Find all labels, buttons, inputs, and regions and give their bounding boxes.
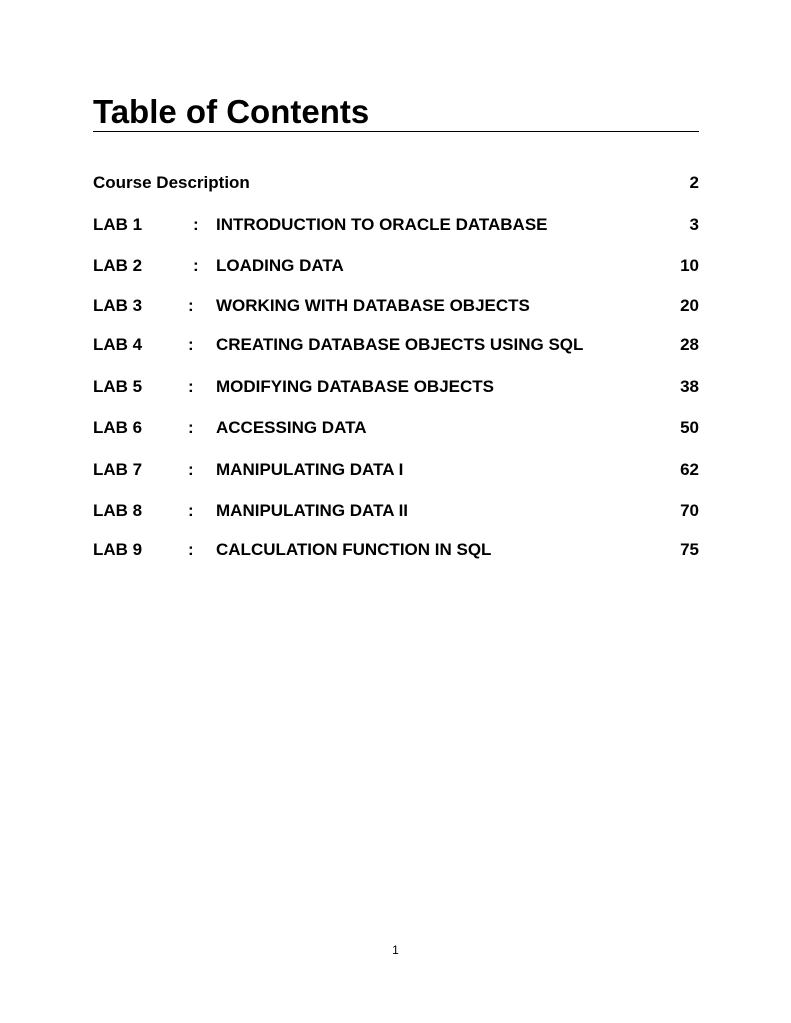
toc-lab-label: LAB 4 — [93, 335, 143, 354]
toc-entry-title: MANIPULATING DATA II — [216, 501, 409, 520]
toc-entry-title: MANIPULATING DATA I — [216, 460, 404, 479]
toc-separator: : — [188, 540, 194, 559]
toc-page-number: 20 — [680, 296, 699, 315]
toc-entry-title: MODIFYING DATABASE OBJECTS — [216, 377, 494, 396]
toc-lab-label: LAB 7 — [93, 460, 143, 479]
toc-page-number: 3 — [689, 215, 699, 234]
toc-separator: : — [188, 377, 194, 396]
toc-separator: : — [188, 460, 194, 479]
toc-lab-label: LAB 2 — [93, 256, 143, 275]
toc-lab-label: LAB 8 — [93, 501, 143, 520]
title-underline — [93, 131, 699, 132]
toc-lab-label: LAB 1 — [93, 215, 143, 234]
toc-lab-label: LAB 6 — [93, 418, 143, 437]
toc-entry-title: CREATING DATABASE OBJECTS USING SQL — [216, 335, 584, 354]
toc-page-number: 28 — [680, 335, 699, 354]
page-number: 1 — [392, 943, 399, 957]
page-title: Table of Contents — [93, 93, 370, 130]
toc-separator: : — [193, 256, 199, 275]
toc-page-number: 10 — [680, 256, 699, 275]
toc-separator: : — [188, 418, 194, 437]
toc-page-number: 62 — [680, 460, 699, 479]
toc-entry-title: LOADING DATA — [216, 256, 344, 275]
toc-entry-title: INTRODUCTION TO ORACLE DATABASE — [216, 215, 548, 234]
toc-lab-label: LAB 3 — [93, 296, 143, 315]
toc-entry-title: Course Description — [93, 173, 250, 192]
toc-page-number: 70 — [680, 501, 699, 520]
toc-page-number: 50 — [680, 418, 699, 437]
toc-separator: : — [188, 335, 194, 354]
toc-separator: : — [188, 501, 194, 520]
toc-page-number: 38 — [680, 377, 699, 396]
toc-entry-title: ACCESSING DATA — [216, 418, 367, 437]
toc-entry-title: CALCULATION FUNCTION IN SQL — [216, 540, 492, 559]
toc-page-number: 75 — [680, 540, 699, 559]
toc-lab-label: LAB 5 — [93, 377, 143, 396]
toc-separator: : — [188, 296, 194, 315]
toc-separator: : — [193, 215, 199, 234]
toc-page-number: 2 — [689, 173, 699, 192]
toc-lab-label: LAB 9 — [93, 540, 143, 559]
toc-entry-title: WORKING WITH DATABASE OBJECTS — [216, 296, 530, 315]
